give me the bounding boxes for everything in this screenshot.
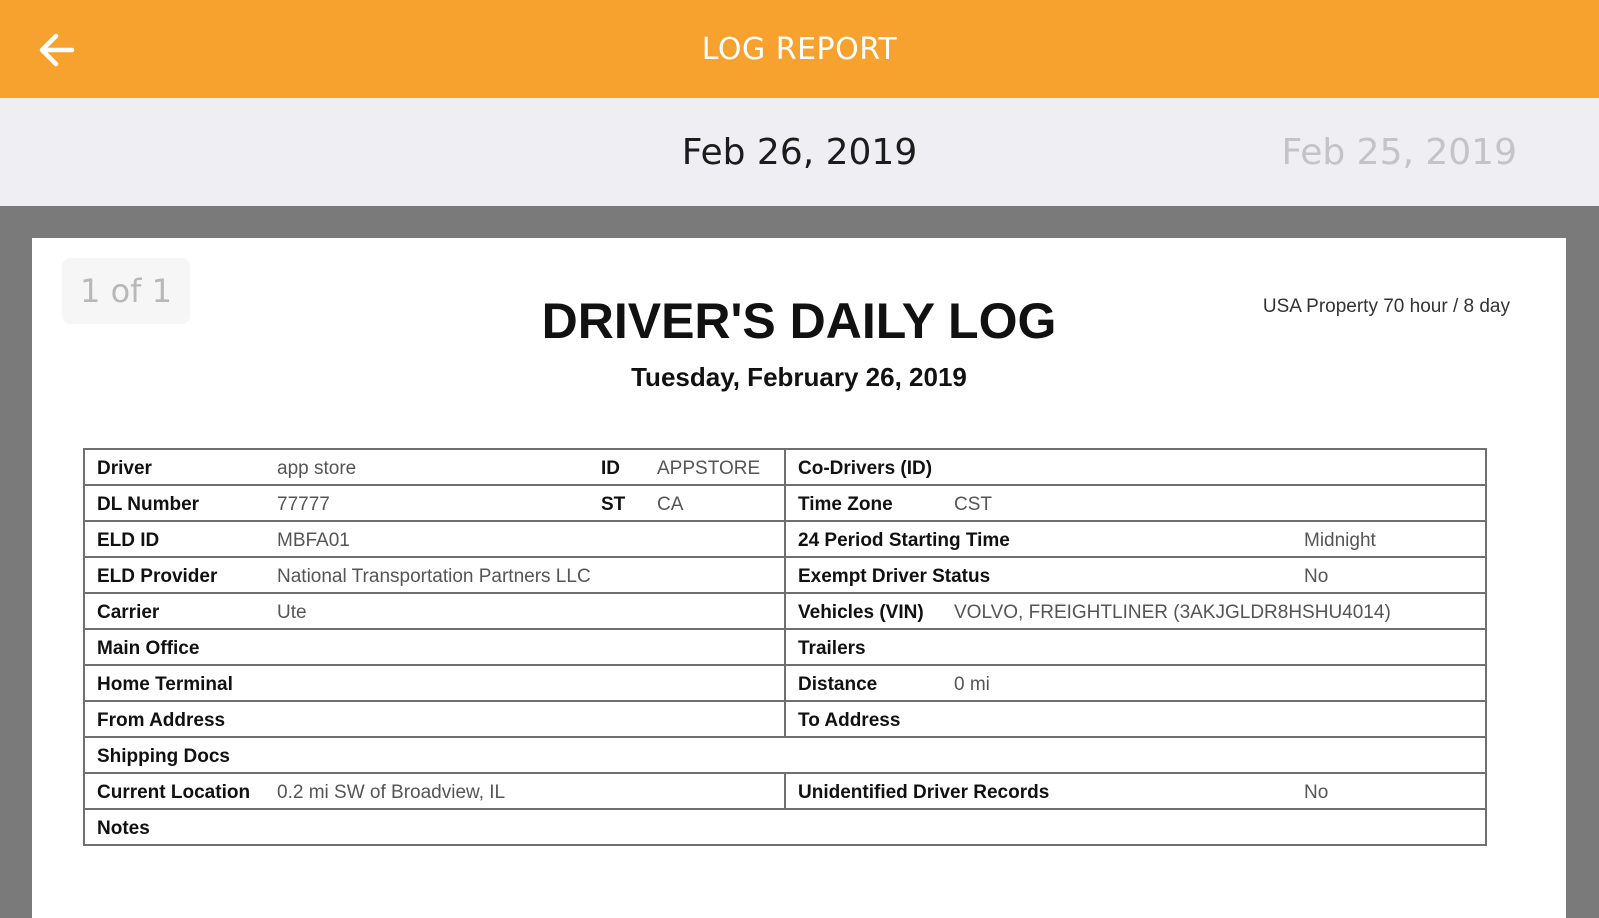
rule-set-label: USA Property 70 hour / 8 day xyxy=(1262,296,1510,317)
eld-provider-label: ELD Provider xyxy=(97,566,218,587)
trailers-label: Trailers xyxy=(798,638,866,659)
table-row xyxy=(84,593,1486,629)
to-address-label: To Address xyxy=(798,710,901,731)
period-start-value: Midnight xyxy=(1304,530,1376,551)
from-address-label: From Address xyxy=(97,710,226,731)
eld-provider-value: National Transportation Partners LLC xyxy=(277,566,591,587)
dl-number-label: DL Number xyxy=(97,494,200,515)
period-start-label: 24 Period Starting Time xyxy=(798,530,1010,551)
table-row xyxy=(84,773,1486,809)
vehicles-label: Vehicles (VIN) xyxy=(798,602,924,623)
unidentified-records-label: Unidentified Driver Records xyxy=(798,782,1050,803)
home-terminal-label: Home Terminal xyxy=(97,674,233,695)
driver-value: app store xyxy=(277,458,357,479)
page-title: LOG REPORT xyxy=(701,32,898,67)
page-indicator: 1 of 1 xyxy=(62,258,190,324)
state-label: ST xyxy=(601,494,626,515)
driver-label: Driver xyxy=(97,458,152,479)
codrivers-label: Co-Drivers (ID) xyxy=(798,458,933,479)
table-row xyxy=(84,665,1486,701)
eld-id-value: MBFA01 xyxy=(277,530,350,551)
table-row xyxy=(84,449,1486,485)
carrier-value: Ute xyxy=(277,602,307,623)
log-document xyxy=(32,238,1566,918)
app-bar xyxy=(0,0,1599,98)
table-row xyxy=(84,521,1486,557)
current-location-label: Current Location xyxy=(97,782,251,803)
unidentified-records-value: No xyxy=(1304,782,1329,803)
log-title: DRIVER'S DAILY LOG xyxy=(541,293,1057,349)
distance-label: Distance xyxy=(798,674,878,695)
vehicles-value: VOLVO, FREIGHTLINER (3AKJGLDR8HSHU4014) xyxy=(954,602,1391,623)
previous-date-button[interactable]: Feb 25, 2019 xyxy=(1281,132,1517,173)
distance-value: 0 mi xyxy=(954,674,990,695)
date-navigator xyxy=(0,98,1599,206)
table-row xyxy=(84,701,1486,737)
state-value: CA xyxy=(657,494,684,515)
eld-id-label: ELD ID xyxy=(97,530,160,551)
table-row xyxy=(84,737,1486,773)
exempt-status-value: No xyxy=(1304,566,1329,587)
table-row xyxy=(84,809,1486,845)
id-value: APPSTORE xyxy=(657,458,761,479)
carrier-label: Carrier xyxy=(97,602,160,623)
id-label: ID xyxy=(601,458,620,479)
time-zone-label: Time Zone xyxy=(798,494,893,515)
log-info-table xyxy=(83,448,1487,846)
dl-number-value: 77777 xyxy=(277,494,330,515)
time-zone-value: CST xyxy=(954,494,992,515)
table-row xyxy=(84,629,1486,665)
notes-label: Notes xyxy=(97,818,150,839)
table-row xyxy=(84,557,1486,593)
log-date: Tuesday, February 26, 2019 xyxy=(631,362,967,392)
current-date: Feb 26, 2019 xyxy=(681,132,918,173)
shipping-docs-label: Shipping Docs xyxy=(97,746,230,767)
table-row xyxy=(84,485,1486,521)
exempt-status-label: Exempt Driver Status xyxy=(798,566,991,587)
main-office-label: Main Office xyxy=(97,638,200,659)
current-location-value: 0.2 mi SW of Broadview, IL xyxy=(277,782,506,803)
